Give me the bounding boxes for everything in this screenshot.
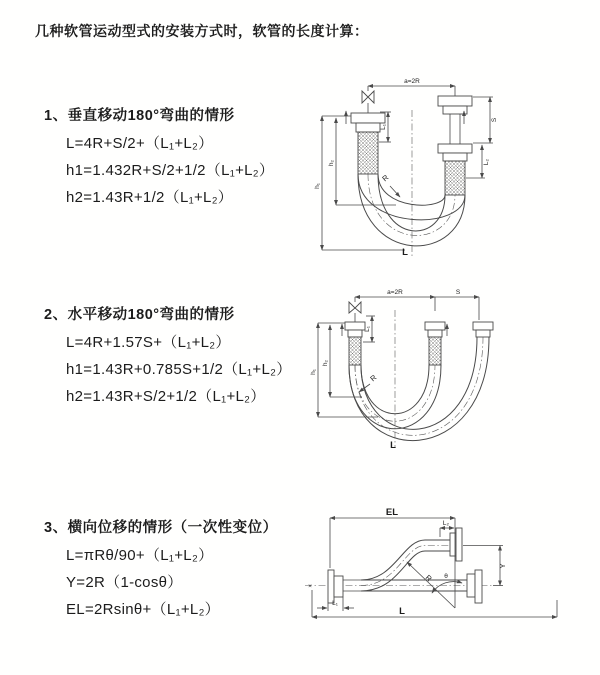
braid-section: [358, 132, 378, 174]
dim-h1-label: h₁: [310, 369, 317, 375]
dim-span-label: a=2R: [387, 289, 403, 296]
right-pipe-assembly: [473, 322, 493, 337]
displaced-hose-position: [361, 528, 462, 591]
braid-section: [429, 337, 441, 365]
dim-stroke-label: S: [491, 117, 498, 123]
hose-curves: [349, 337, 489, 441]
dim-fit-label: L₁: [364, 326, 371, 332]
valve-icon: [349, 302, 355, 313]
dim-y-label: Y: [498, 563, 507, 569]
radius-label: R: [423, 573, 434, 584]
dim-h1-label: h₁: [314, 183, 321, 189]
angle-label: θ: [444, 573, 448, 580]
middle-pipe-assembly: [425, 322, 445, 365]
dim-fit-top-label: L₁: [380, 124, 387, 130]
dim-h2-label: h₂: [328, 159, 335, 167]
section-1-formula-L: L=4R+S/2+（L₁+L₂）: [66, 135, 214, 152]
diagram-horizontal-180-bend: [300, 280, 600, 470]
section-1-heading: 1、垂直移动180°弯曲的情形: [44, 108, 235, 124]
diagram-lateral-displacement: [295, 500, 600, 655]
diagram-vertical-180-bend: [300, 66, 600, 266]
section-2-formula-h2: h2=1.43R+S/2+1/2（L₁+L₂）: [66, 388, 266, 405]
left-flange-assembly: [328, 570, 361, 603]
section-2-formula-h1: h1=1.43R+0.785S+1/2（L₁+L₂）: [66, 361, 292, 378]
dim-el-label: EL: [385, 507, 399, 518]
dim-fit-left-label: L₁: [332, 600, 338, 607]
section-1-formula-h2: h2=1.43R+1/2（L₁+L₂）: [66, 189, 234, 206]
dim-fit-right-label: L₂: [442, 520, 450, 527]
dim-fit-bottom-label: L₂: [483, 158, 490, 166]
valve-icon: [362, 91, 368, 103]
section-1-formula-h1: h1=1.432R+S/2+1/2（L₁+L₂）: [66, 162, 275, 179]
dim-stroke-label: S: [455, 289, 461, 296]
braid-section: [349, 337, 361, 365]
left-pipe-assembly: [345, 297, 365, 365]
radius-label: R: [380, 172, 391, 184]
centerline-mark: ×: [308, 583, 312, 590]
dim-span-label: a=2R: [404, 78, 420, 85]
section-2-heading: 2、水平移动180°弯曲的情形: [44, 307, 235, 323]
section-3-formula-L: L=πRθ/90+（L₁+L₂）: [66, 547, 214, 564]
right-pipe-assembly: [438, 96, 472, 195]
section-3-formula-EL: EL=2Rsinθ+（L₁+L₂）: [66, 601, 220, 618]
page-title: 几种软管运动型式的安装方式时，软管的长度计算：: [35, 23, 369, 39]
section-2-formula-L: L=4R+1.57S+（L₁+L₂）: [66, 334, 231, 351]
section-3-formula-Y: Y=2R（1-cosθ）: [66, 574, 183, 591]
length-label: L: [390, 440, 396, 451]
braid-section: [445, 161, 465, 195]
straight-hose-position: [361, 570, 482, 603]
length-label: L: [402, 247, 408, 258]
length-label: L: [399, 606, 405, 617]
dimension-lines: [312, 507, 557, 617]
section-3-heading: 3、横向位移的情形（一次性变位）: [44, 520, 278, 536]
radius-label: R: [368, 372, 379, 384]
dim-h2-label: h₂: [322, 359, 329, 367]
